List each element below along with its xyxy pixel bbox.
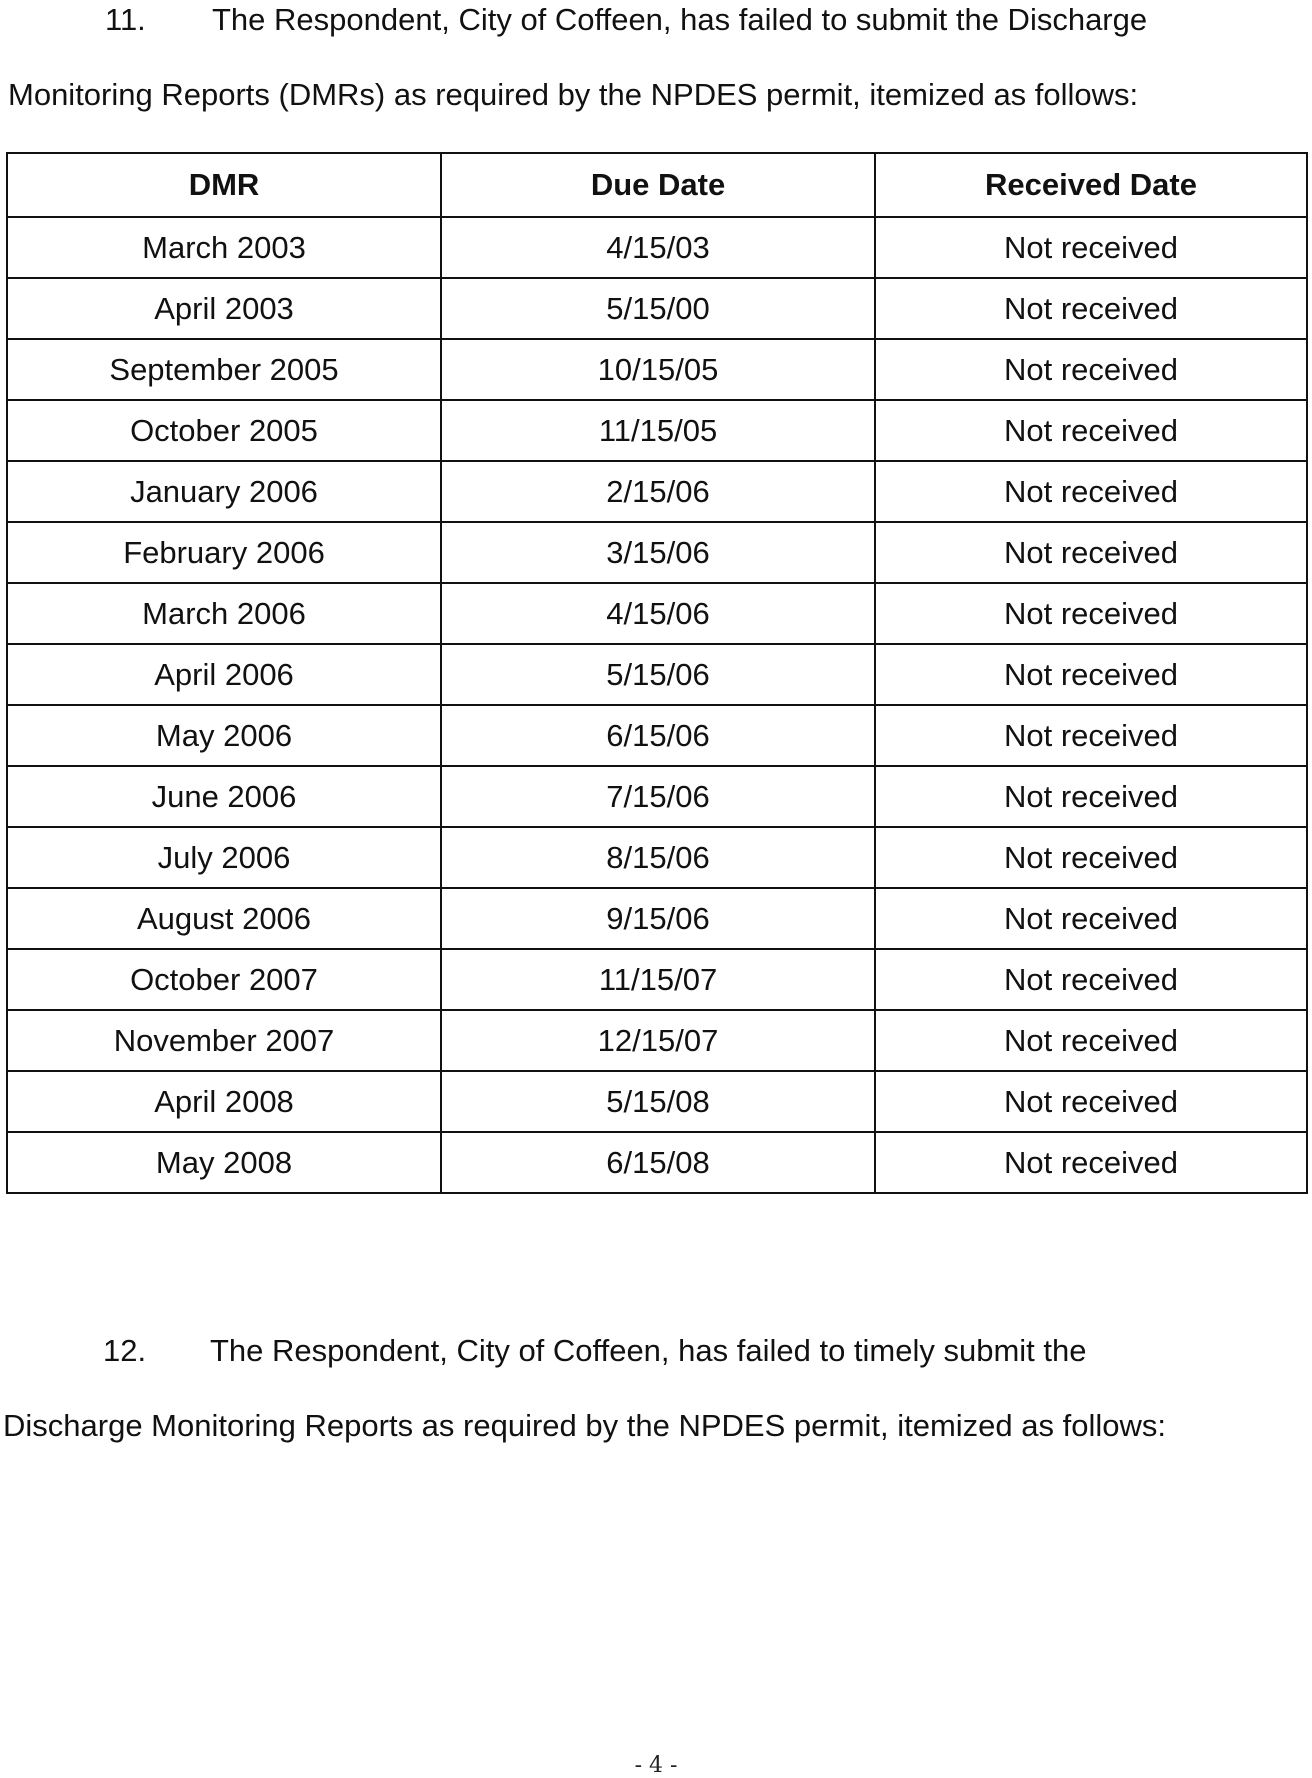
cell-received-date: Not received — [875, 400, 1307, 461]
cell-due-date: 11/15/05 — [441, 400, 875, 461]
cell-due-date: 5/15/08 — [441, 1071, 875, 1132]
dmr-table — [6, 152, 1308, 1194]
table-row — [7, 278, 1307, 339]
paragraph-12 — [3, 1313, 1312, 1463]
cell-received-date: Not received — [875, 1132, 1307, 1193]
table-row — [7, 400, 1307, 461]
cell-received-date: Not received — [875, 949, 1307, 1010]
cell-due-date: 4/15/06 — [441, 583, 875, 644]
cell-dmr: October 2005 — [7, 400, 441, 461]
paragraph-11 — [8, 0, 1312, 132]
cell-received-date: Not received — [875, 827, 1307, 888]
cell-received-date: Not received — [875, 278, 1307, 339]
table-row — [7, 1071, 1307, 1132]
paragraph-12-text-1: The Respondent, City of Coffeen, has failed to timely submit the — [210, 1333, 1087, 1368]
header-due-date: Due Date — [441, 153, 875, 217]
table-row — [7, 522, 1307, 583]
cell-dmr: February 2006 — [7, 522, 441, 583]
cell-dmr: May 2008 — [7, 1132, 441, 1193]
cell-received-date: Not received — [875, 522, 1307, 583]
cell-due-date: 8/15/06 — [441, 827, 875, 888]
table-row — [7, 1132, 1307, 1193]
cell-dmr: September 2005 — [7, 339, 441, 400]
cell-due-date: 6/15/08 — [441, 1132, 875, 1193]
cell-dmr: March 2003 — [7, 217, 441, 278]
table-row — [7, 339, 1307, 400]
cell-dmr: March 2006 — [7, 583, 441, 644]
cell-received-date: Not received — [875, 339, 1307, 400]
table-row — [7, 827, 1307, 888]
cell-dmr: April 2006 — [7, 644, 441, 705]
paragraph-11-text-2: Monitoring Reports (DMRs) as required by the NPDES permit, itemized as follows: — [8, 77, 1139, 112]
cell-received-date: Not received — [875, 888, 1307, 949]
table-row — [7, 217, 1307, 278]
cell-received-date: Not received — [875, 766, 1307, 827]
cell-dmr: April 2008 — [7, 1071, 441, 1132]
cell-received-date: Not received — [875, 217, 1307, 278]
cell-dmr: May 2006 — [7, 705, 441, 766]
paragraph-12-number: 12. — [103, 1333, 147, 1368]
table-header-row — [7, 153, 1307, 217]
paragraph-11-line-1 — [8, 0, 1312, 57]
paragraph-12-text-2: Discharge Monitoring Reports as required by the NPDES permit, itemized as follows: — [3, 1408, 1166, 1443]
table-row — [7, 644, 1307, 705]
table-row — [7, 1010, 1307, 1071]
cell-due-date: 10/15/05 — [441, 339, 875, 400]
cell-dmr: July 2006 — [7, 827, 441, 888]
cell-due-date: 11/15/07 — [441, 949, 875, 1010]
table-row — [7, 705, 1307, 766]
table-row — [7, 949, 1307, 1010]
cell-due-date: 6/15/06 — [441, 705, 875, 766]
table-body — [7, 217, 1307, 1193]
header-dmr: DMR — [7, 153, 441, 217]
paragraph-12-line-1 — [3, 1313, 1312, 1388]
cell-due-date: 4/15/03 — [441, 217, 875, 278]
cell-received-date: Not received — [875, 705, 1307, 766]
table-row — [7, 888, 1307, 949]
page-number: - 4 - — [634, 1753, 678, 1778]
cell-dmr: April 2003 — [7, 278, 441, 339]
cell-received-date: Not received — [875, 461, 1307, 522]
table-row — [7, 583, 1307, 644]
paragraph-11-text-1: The Respondent, City of Coffeen, has failed to submit the Discharge — [212, 2, 1148, 37]
cell-due-date: 2/15/06 — [441, 461, 875, 522]
cell-dmr: October 2007 — [7, 949, 441, 1010]
cell-received-date: Not received — [875, 644, 1307, 705]
cell-received-date: Not received — [875, 1010, 1307, 1071]
cell-due-date: 5/15/06 — [441, 644, 875, 705]
dmr-table-container — [6, 152, 1306, 1194]
cell-due-date: 9/15/06 — [441, 888, 875, 949]
cell-dmr: November 2007 — [7, 1010, 441, 1071]
table-row — [7, 766, 1307, 827]
cell-dmr: August 2006 — [7, 888, 441, 949]
header-received-date: Received Date — [875, 153, 1307, 217]
cell-received-date: Not received — [875, 583, 1307, 644]
cell-due-date: 5/15/00 — [441, 278, 875, 339]
cell-due-date: 12/15/07 — [441, 1010, 875, 1071]
cell-dmr: January 2006 — [7, 461, 441, 522]
cell-dmr: June 2006 — [7, 766, 441, 827]
cell-due-date: 7/15/06 — [441, 766, 875, 827]
cell-due-date: 3/15/06 — [441, 522, 875, 583]
cell-received-date: Not received — [875, 1071, 1307, 1132]
paragraph-11-number: 11. — [105, 2, 146, 37]
table-row — [7, 461, 1307, 522]
